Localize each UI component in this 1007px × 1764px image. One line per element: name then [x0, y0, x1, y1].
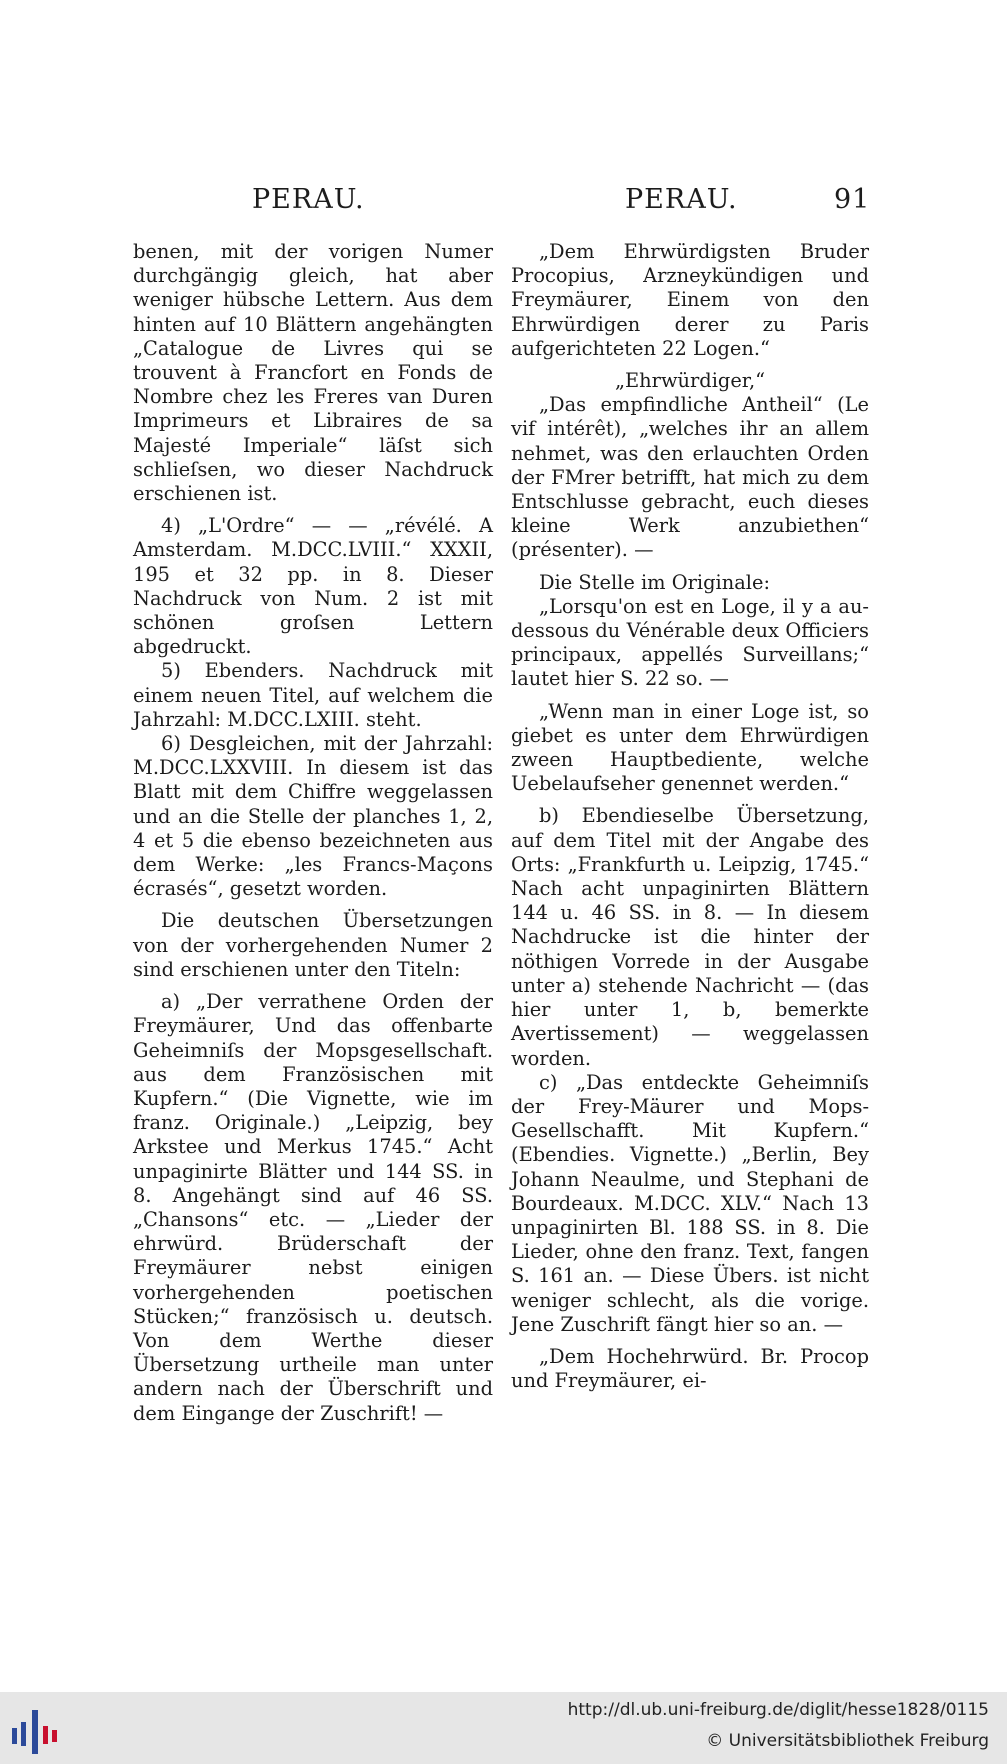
running-head-left: PERAU.: [252, 184, 365, 215]
paragraph: benen, mit der vorigen Numer durchgängig gleich, hat aber weniger hübsche Lettern. Aus dem hinten auf 10 Blättern angehängten „Catalogue de Livres qui se trouvent à Francfort en Fonds de Nombre chez les Freres van Duren Imprimeurs et Libraires de sa Majesté Imperiale“ läſst sich schlieſsen, wo dieser Nachdruck erschienen ist.: [133, 240, 493, 506]
paragraph: „Lorsqu'on est en Loge, il y a au-dessous du Vénérable deux Officiers principaux, appellés Surveillans;“ lautet hier S. 22 so. —: [511, 594, 869, 691]
paragraph: c) „Das entdeckte Geheimniſs der Frey-Mäurer und Mops-Gesellschafft. Mit Kupfern.“ (Ebendies. Vignette.) „Berlin, Bey Johann Neaulme, und Stephani de Bourdeaux. M.DCC. XLV.“ Nach 13 unpaginirten Bl. 188 SS. in 8. Die Lieder, ohne den franz. Text, fangen S. 161 an. — Diese Übers. ist nicht weniger schlecht, als die vorige. Jene Zuschrift fängt hier so an. —: [511, 1070, 869, 1336]
ub-freiburg-logo-icon: [8, 1704, 64, 1756]
right-column: [511, 240, 869, 1393]
footer-copyright: © Universitätsbibliothek Freiburg: [706, 1731, 989, 1751]
footer-url-link[interactable]: http://dl.ub.uni-freiburg.de/diglit/hesse1828/0115: [567, 1700, 989, 1720]
paragraph: 5) Ebenders. Nachdruck mit einem neuen Titel, auf welchem die Jahrzahl: M.DCC.LXIII. steht.: [133, 659, 493, 731]
paragraph: 6) Desgleichen, mit der Jahrzahl: M.DCC.LXXVIII. In diesem ist das Blatt mit dem Chiffre weggelassen und an die Stelle der planches 1, 2, 4 et 5 die ebenso bezeichneten aus dem Werke: „les Francs-Maçons écrasés“, gesetzt worden.: [133, 732, 493, 901]
left-column: [133, 240, 493, 1426]
page-number: 91: [834, 184, 871, 215]
paragraph: 4) „L'Ordre“ — — „révélé. A Amsterdam. M.DCC.LVIII.“ XXXII, 195 et 32 pp. in 8. Dieser Nachdruck von Num. 2 ist mit schönen groſsen Lettern abgedruckt.: [133, 514, 493, 659]
salutation: „Ehrwürdiger,“: [614, 369, 766, 393]
paragraph: „Wenn man in einer Loge ist, so giebet es unter dem Ehrwürdigen zween Hauptbediente, welche Uebelaufseher genennet werden.“: [511, 699, 869, 796]
paragraph: b) Ebendieselbe Übersetzung, auf dem Titel mit der Angabe des Orts: „Frankfurth u. Leipzig, 1745.“ Nach acht unpaginirten Blättern 144 u. 46 SS. in 8. — In diesem Nachdrucke ist die hinter der nöthigen Vorrede in der Ausgabe unter a) stehende Nachricht — (das hier unter 1, b, bemerkte Avertissement) — weggelassen worden.: [511, 804, 869, 1070]
paragraph: „Dem Ehrwürdigsten Bruder Procopius, Arzneykündigen und Freymäurer, Einem von den Ehrwürdigen derer zu Paris aufgerichteten 22 Logen.“: [511, 240, 869, 360]
paragraph: „Dem Hochehrwürd. Br. Procop und Freymäurer, ei-: [511, 1344, 869, 1393]
paragraph: a) „Der verrathene Orden der Freymäurer, Und das offenbarte Geheimniſs der Mopsgesellschaft. aus dem Französischen mit Kupfern.“ (Die Vignette, wie im franz. Originale.) „Leipzig, bey Arkstee und Merkus 1745.“ Acht unpaginirte Blätter und 144 SS. in 8. Angehängt sind auf 46 SS. „Chansons“ etc. — „Lieder der ehrwürd. Brüderschaft der Freymäurer nebst einigen vorhergehenden poetischen Stücken;“ französisch u. deutsch. Von dem Werthe dieser Übersetzung urtheile man unter andern nach der Überschrift und dem Eingange der Zuschrift! —: [133, 990, 493, 1425]
running-head-right: PERAU.: [625, 184, 738, 215]
paragraph: Die deutschen Übersetzungen von der vorhergehenden Numer 2 sind erschienen unter den Titeln:: [133, 909, 493, 981]
paragraph: „Das empfindliche Antheil“ (Le vif intérêt), „welches ihr an allem nehmet, was den erlauchten Orden der FMrer betrifft, hat mich zu dem Entschlusse gebracht, euch dieses kleine Werk anzubiethen“ (présenter). —: [511, 393, 869, 562]
paragraph: Die Stelle im Originale:: [539, 570, 770, 594]
